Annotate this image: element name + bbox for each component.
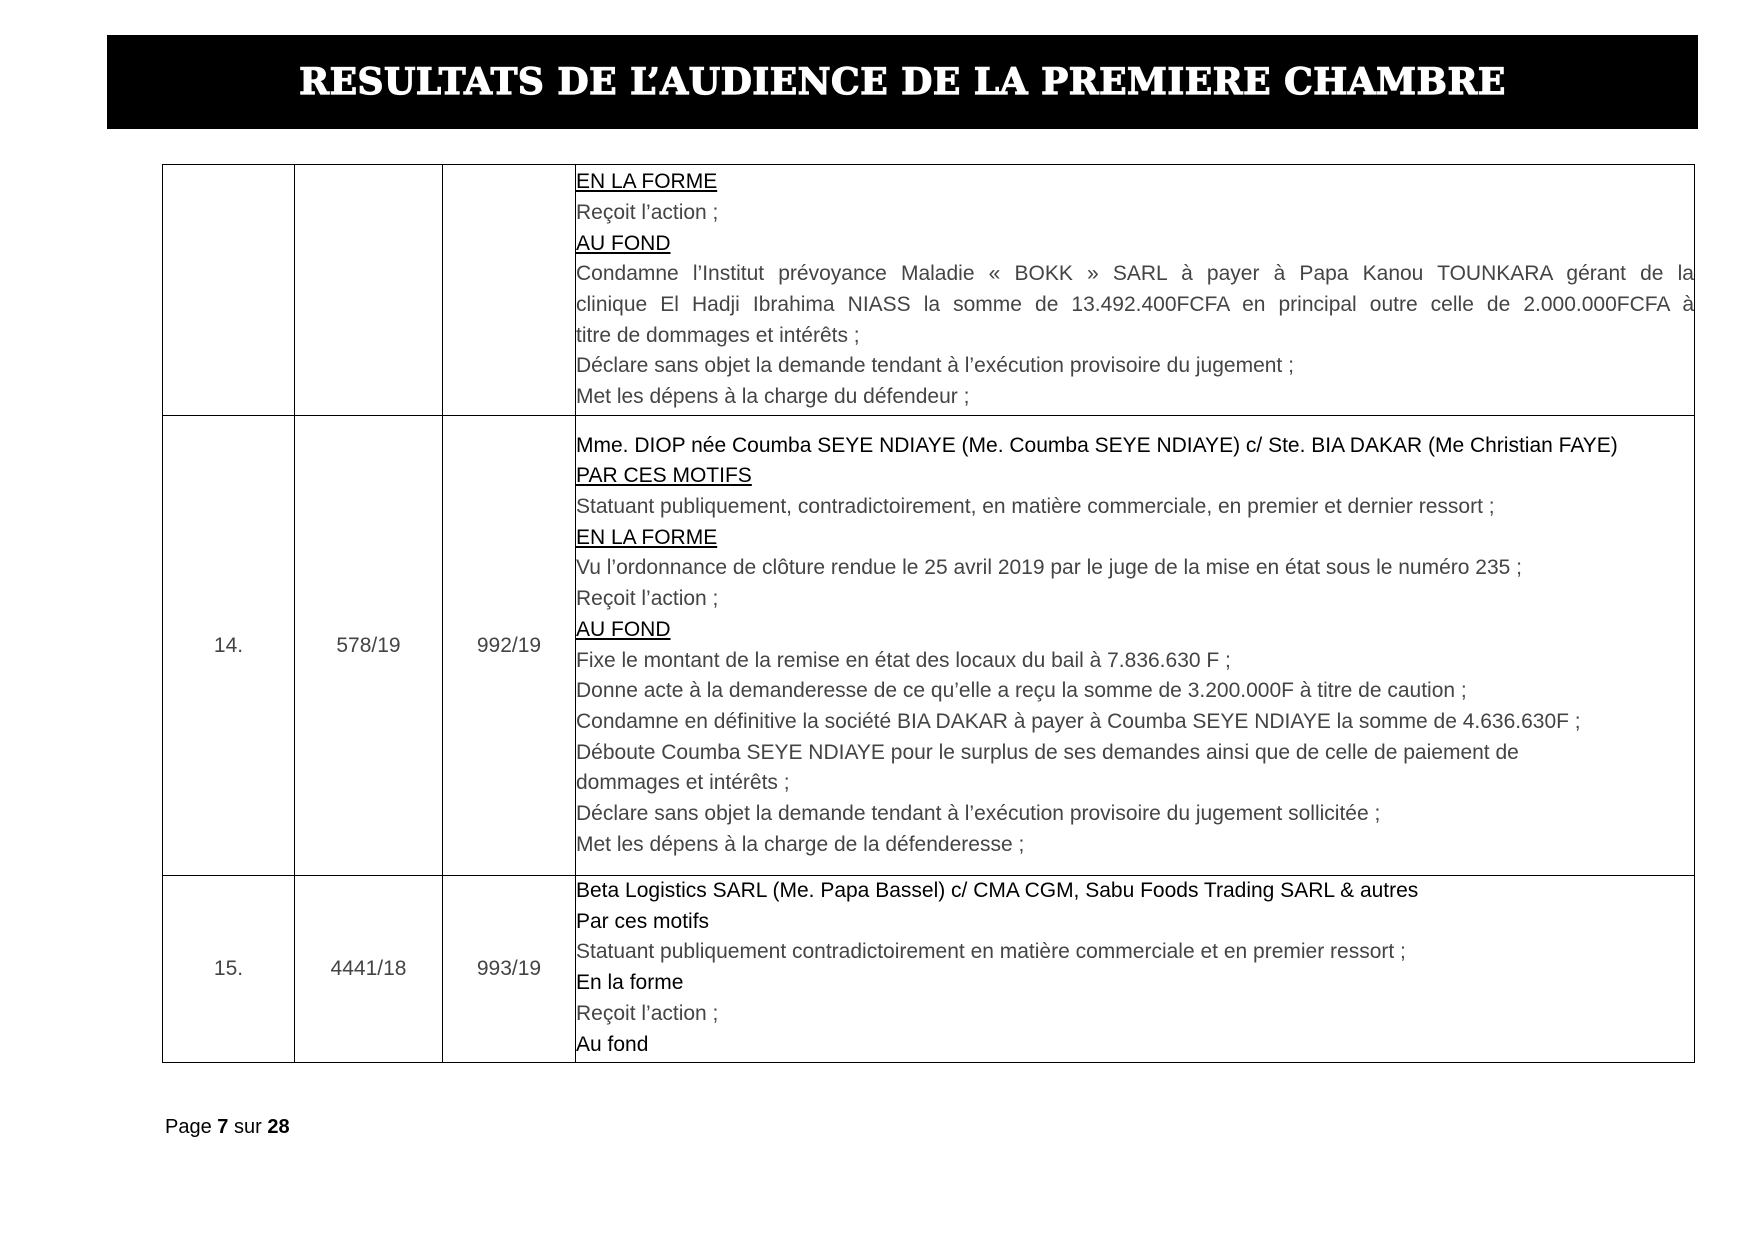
section-heading: Au fond — [576, 1032, 649, 1056]
ruling-line: Condamne en définitive la société BIA DAKAR à payer à Coumba SEYE NDIAYE la somme de 4.636.630F ; — [576, 709, 1581, 733]
ruling-line: Fixe le montant de la remise en état des locaux du bail à 7.836.630 F ; — [576, 648, 1231, 672]
ruling-line: Déclare sans objet la demande tendant à l’exécution provisoire du jugement sollicitée ; — [576, 802, 1381, 826]
page-current: 7 — [217, 1116, 229, 1138]
section-heading: En la forme — [576, 971, 684, 995]
case-parties: Beta Logistics SARL (Me. Papa Bassel) c/ CMA CGM, Sabu Foods Trading SARL & autres — [576, 879, 1419, 902]
row-number: 15. — [163, 876, 295, 1063]
page-sep: sur — [233, 1116, 262, 1138]
judgment-number: 992/19 — [443, 416, 576, 876]
section-heading: AU FOND — [576, 617, 671, 641]
judgment-number — [443, 165, 576, 416]
ruling-line: dommages et intérêts ; — [576, 771, 790, 795]
ruling-line: Statuant publiquement contradictoirement en matière commerciale et en premier ressort ; — [576, 940, 1406, 964]
ruling-text — [576, 416, 1695, 876]
ruling-line: Reçoit l’action ; — [576, 1001, 719, 1025]
ruling-line: Met les dépens à la charge de la défenderesse ; — [576, 832, 1025, 856]
results-table — [162, 164, 1695, 1063]
ruling-line: Vu l’ordonnance de clôture rendue le 25 avril 2019 par le juge de la mise en état sous le numéro 235 ; — [576, 556, 1522, 580]
case-parties: Mme. DIOP née Coumba SEYE NDIAYE (Me. Coumba SEYE NDIAYE) c/ Ste. BIA DAKAR (Me Christian FAYE) — [576, 433, 1618, 457]
ruling-text — [576, 165, 1695, 416]
section-heading: PAR CES MOTIFS — [576, 464, 752, 488]
table-row — [163, 165, 1695, 416]
section-heading: EN LA FORME — [576, 170, 718, 194]
page-total: 28 — [267, 1116, 290, 1138]
row-number: 14. — [163, 416, 295, 876]
header-banner — [107, 35, 1698, 129]
ruling-line: Donne acte à la demanderesse de ce qu’elle a reçu la somme de 3.200.000F à titre de caution ; — [576, 679, 1467, 703]
section-heading: AU FOND — [576, 231, 671, 255]
role-number — [295, 165, 443, 416]
table-row — [163, 416, 1695, 876]
role-number: 578/19 — [295, 416, 443, 876]
section-heading: EN LA FORME — [576, 525, 718, 549]
page-footer — [165, 1116, 290, 1139]
page-label: Page — [165, 1116, 212, 1138]
ruling-text — [576, 876, 1695, 1063]
ruling-line: Condamne l’Institut prévoyance Maladie « BOKK » SARL à payer à Papa Kanou TOUNKARA gérant de la — [576, 262, 1694, 286]
judgment-number: 993/19 — [443, 876, 576, 1063]
row-number — [163, 165, 295, 416]
role-number: 4441/18 — [295, 876, 443, 1063]
ruling-line: titre de dommages et intérêts ; — [576, 323, 860, 347]
page-title: RESULTATS DE L’AUDIENCE DE LA PREMIERE CHAMBRE — [299, 61, 1506, 103]
ruling-line: clinique El Hadji Ibrahima NIASS la somme de 13.492.400FCFA en principal outre celle de 2.000.000FCFA à — [576, 293, 1694, 316]
ruling-line: Reçoit l’action ; — [576, 200, 719, 224]
ruling-line: Reçoit l’action ; — [576, 587, 719, 611]
ruling-line: Déboute Coumba SEYE NDIAYE pour le surplus de ses demandes ainsi que de celle de paiement de — [576, 740, 1519, 764]
section-heading: Par ces motifs — [576, 909, 710, 933]
ruling-line: Met les dépens à la charge du défendeur ; — [576, 385, 970, 409]
ruling-line: Déclare sans objet la demande tendant à l’exécution provisoire du jugement ; — [576, 354, 1294, 378]
table-row — [163, 876, 1695, 1063]
ruling-line: Statuant publiquement, contradictoirement, en matière commerciale, en premier et dernier ressort ; — [576, 494, 1495, 518]
